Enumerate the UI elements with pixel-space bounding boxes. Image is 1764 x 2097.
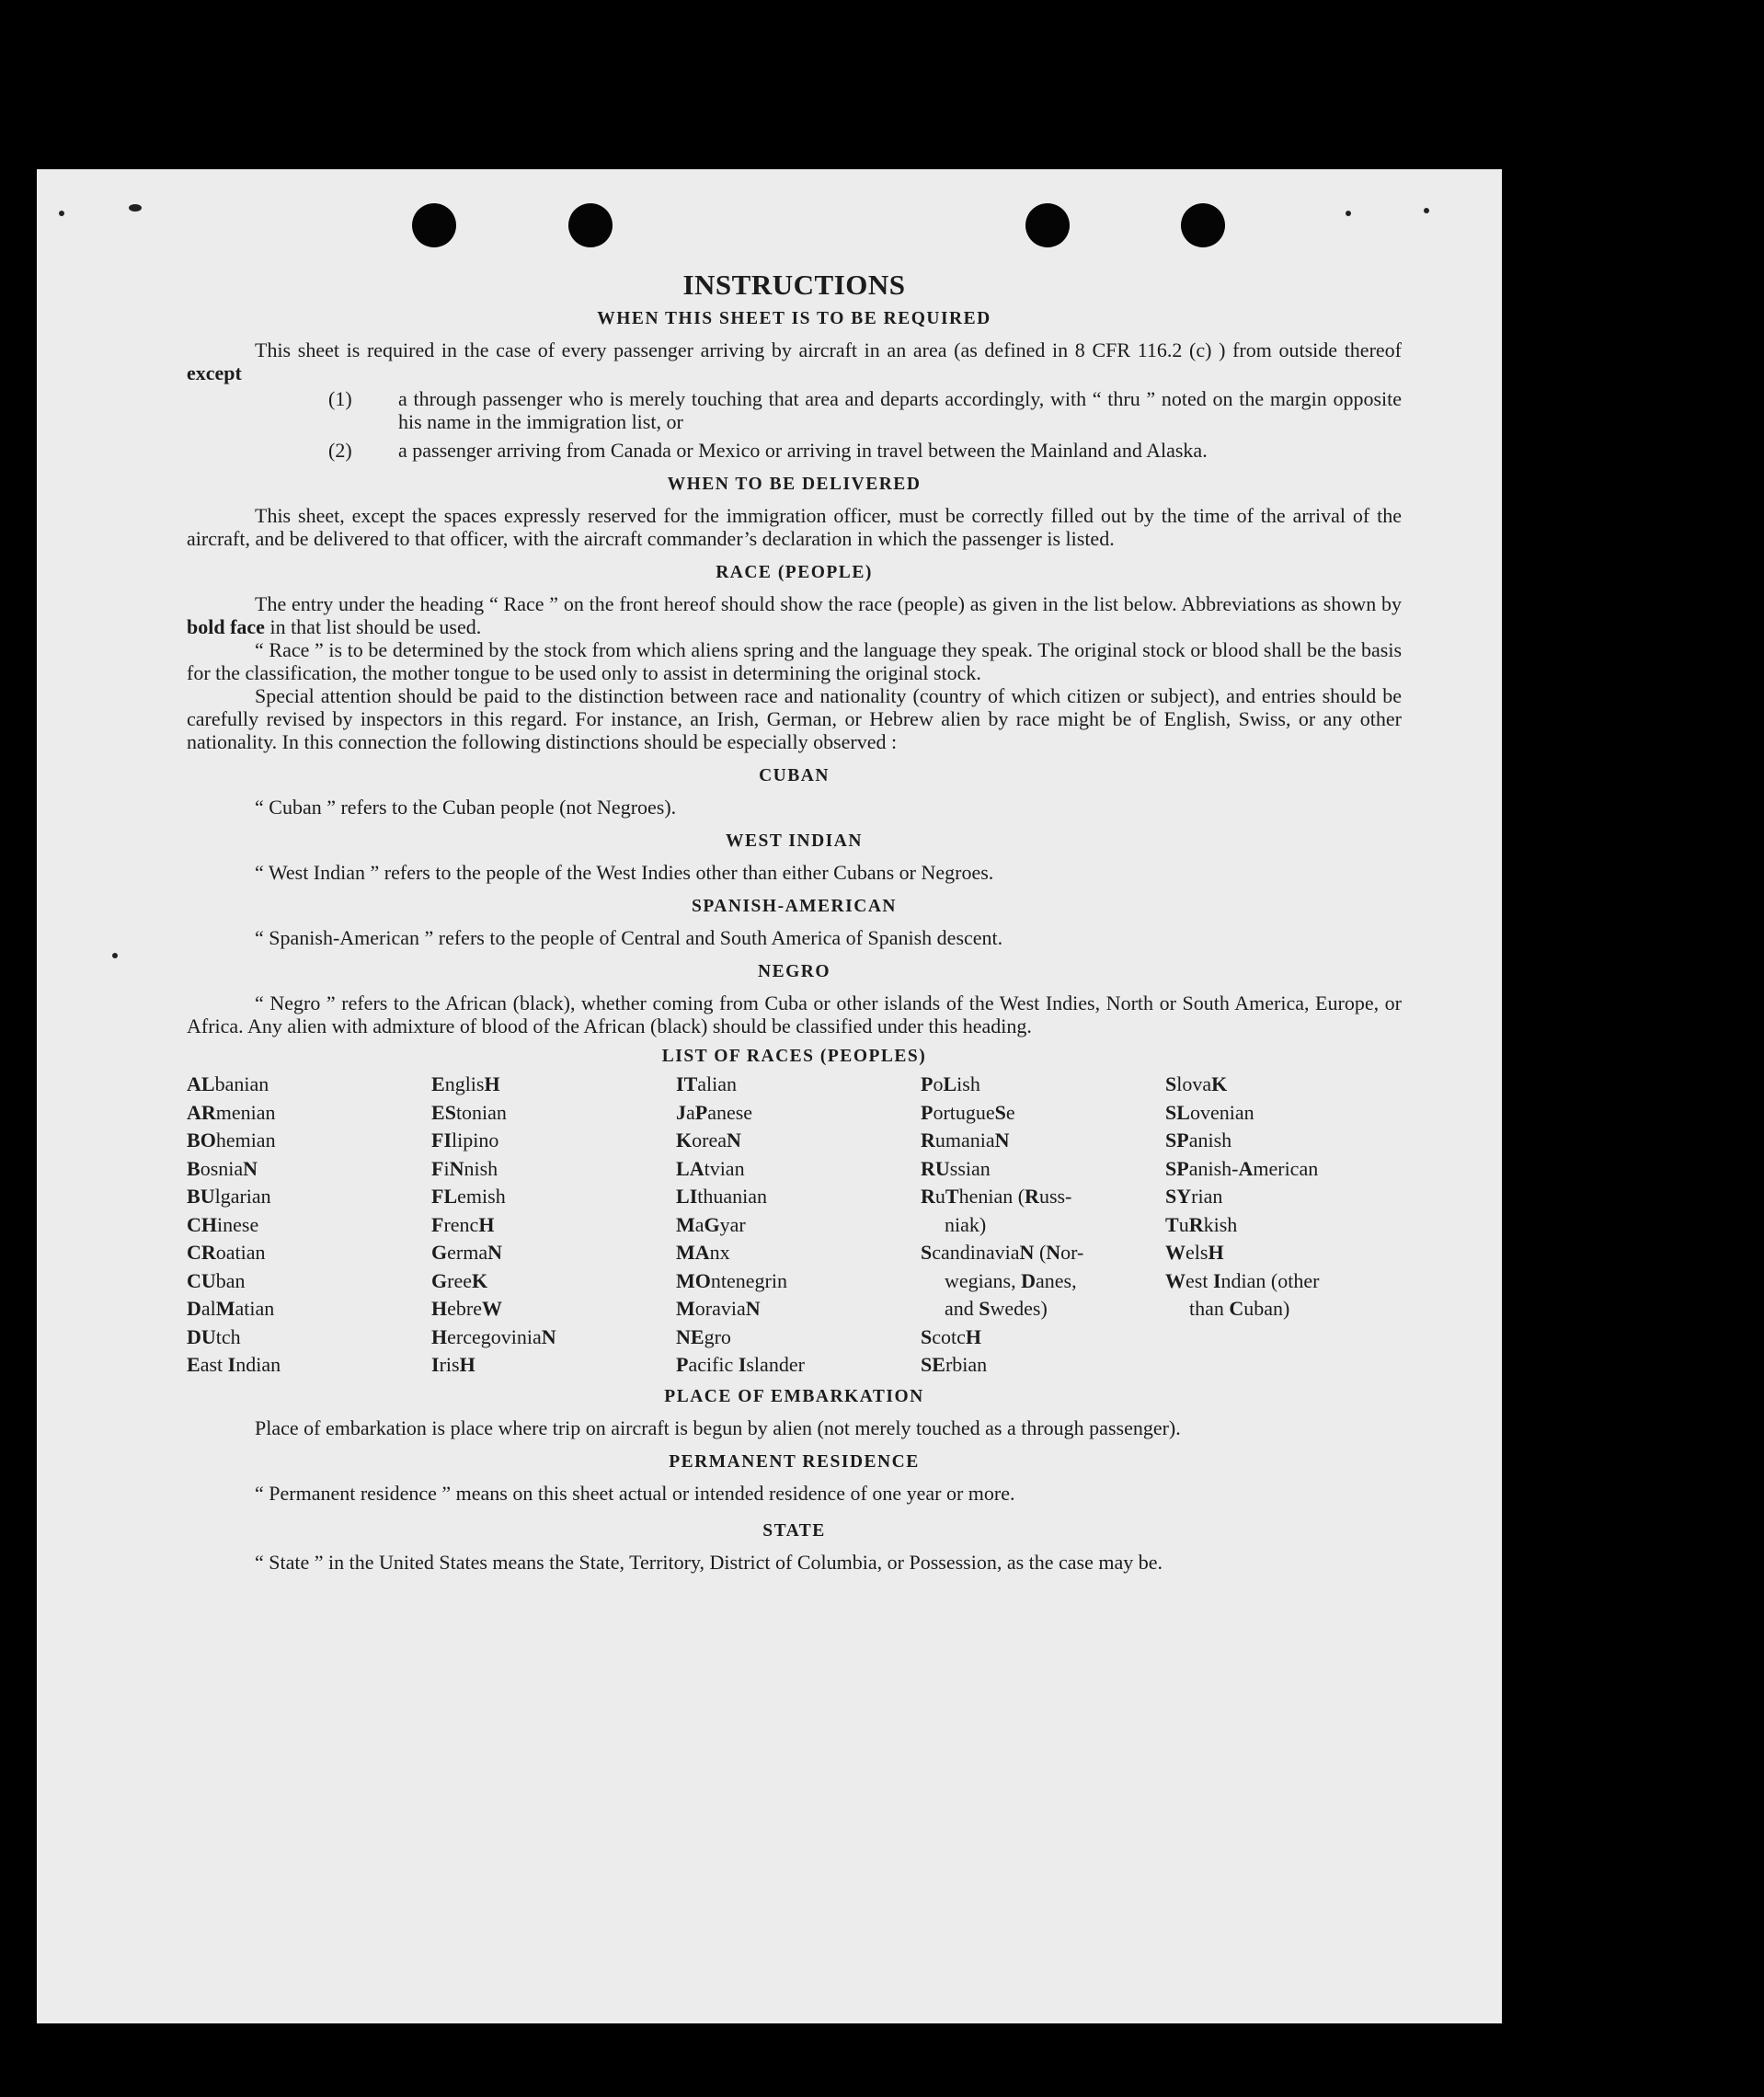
race-item: FIlipino xyxy=(431,1129,499,1152)
race-paragraph-1: The entry under the heading “ Race ” on the front hereof should show the race (people) as given in the list below. Abbreviations as shown by bold face in that list should be used. xyxy=(187,592,1402,638)
speck-mark xyxy=(112,953,118,958)
heading-list-of-races: LIST OF RACES (PEOPLES) xyxy=(661,1047,927,1066)
race-item: SYrian xyxy=(1165,1185,1223,1208)
heading-permanent-residence: PERMANENT RESIDENCE xyxy=(669,1451,920,1472)
race-item: RumaniaN xyxy=(921,1129,1010,1152)
race-item: MAnx xyxy=(676,1241,730,1264)
bold-face-text: bold face xyxy=(187,615,265,638)
clause-2 xyxy=(187,439,1402,462)
clause-number: (2) xyxy=(328,439,352,462)
race-item: SErbian xyxy=(921,1353,988,1376)
race-item: EStonian xyxy=(431,1100,507,1124)
race-item: and Swedes) xyxy=(945,1297,1048,1320)
race-item: HercegoviniaN xyxy=(431,1324,556,1348)
race-item: DUtch xyxy=(187,1324,241,1348)
races-column xyxy=(187,1071,431,1380)
race-item: SlovaK xyxy=(1165,1072,1228,1095)
race-item: Pacific Islander xyxy=(676,1353,805,1376)
speck-mark xyxy=(59,211,64,216)
race-item: MoraviaN xyxy=(676,1297,761,1320)
race-item: NEgro xyxy=(676,1324,731,1348)
races-column xyxy=(431,1071,676,1380)
negro-text: “ Negro ” refers to the African (black), whether coming from Cuba or other islands of the West Indies, North or South America, Europe, or Africa. Any alien with admixture of blood of the African (black) should be classified under this heading. xyxy=(187,991,1402,1037)
clause-1 xyxy=(187,387,1402,433)
race-item: SPanish-American xyxy=(1165,1156,1319,1180)
race-item: GermaN xyxy=(431,1241,502,1264)
race-item: KoreaN xyxy=(676,1129,741,1152)
document-sheet xyxy=(37,169,1502,2023)
clause-text: a through passenger who is merely touching that area and departs accordingly, with “ thru ” noted on the margin opposite his name in the immigration list, or xyxy=(398,387,1402,433)
race-item: West Indian (other xyxy=(1165,1268,1320,1292)
race-item: CUban xyxy=(187,1268,246,1292)
race-item: than Cuban) xyxy=(1189,1297,1290,1320)
heading-when-required: WHEN THIS SHEET IS TO BE REQUIRED xyxy=(597,309,991,328)
punch-hole xyxy=(412,203,456,247)
punch-hole xyxy=(1181,203,1225,247)
race-item: DalMatian xyxy=(187,1297,275,1320)
race-item: FiNnish xyxy=(431,1156,498,1180)
state-text: “ State ” in the United States means the State, Territory, District of Columbia, or Possession, as the case may be. xyxy=(255,1550,1163,1574)
race-item: wegians, Danes, xyxy=(945,1268,1077,1292)
race-item: BOhemian xyxy=(187,1129,276,1152)
race-item: SPanish xyxy=(1165,1129,1232,1152)
race-item: MOntenegrin xyxy=(676,1268,787,1292)
race-item: ScotcH xyxy=(921,1324,982,1348)
except-bold: except xyxy=(187,361,242,384)
heading-race: RACE (PEOPLE) xyxy=(716,563,873,582)
race-item: EnglisH xyxy=(431,1072,500,1095)
speck-mark xyxy=(1346,211,1351,216)
race-item: ScandinaviaN (Nor- xyxy=(921,1241,1084,1264)
clause-number: (1) xyxy=(328,387,352,410)
heading-west-indian: WEST INDIAN xyxy=(726,831,863,851)
race-item: BUlgarian xyxy=(187,1185,271,1208)
heading-when-delivered: WHEN TO BE DELIVERED xyxy=(667,475,922,494)
race-item: ALbanian xyxy=(187,1072,269,1095)
race-item: BosniaN xyxy=(187,1156,258,1180)
delivered-text: This sheet, except the spaces expressly reserved for the immigration officer, must be correctly filled out by the time of the arrival of the aircraft, and be delivered to that officer, with the aircraft commander’s declaration in which the passenger is listed. xyxy=(187,504,1402,550)
page-title: INSTRUCTIONS xyxy=(682,269,906,301)
race-item: East Indian xyxy=(187,1353,281,1376)
race-item: SLovenian xyxy=(1165,1100,1254,1124)
race-item: CHinese xyxy=(187,1212,259,1236)
race-item: GreeK xyxy=(431,1268,488,1292)
speck-mark xyxy=(1424,208,1429,213)
speck-mark xyxy=(129,204,142,212)
punch-hole xyxy=(1025,203,1070,247)
race-paragraph-2: “ Race ” is to be determined by the stock from which aliens spring and the language they speak. The original stock or blood shall be the basis for the classification, the mother tongue to be used only to assist in determining the original stock. xyxy=(187,638,1402,684)
races-column xyxy=(921,1071,1165,1380)
punch-hole xyxy=(568,203,613,247)
race-item: FLemish xyxy=(431,1185,506,1208)
race-item: FrencH xyxy=(431,1212,495,1236)
race-item: PortugueSe xyxy=(921,1100,1015,1124)
race-item: niak) xyxy=(945,1212,987,1236)
race-item: HebreW xyxy=(431,1297,502,1320)
heading-state: STATE xyxy=(762,1520,826,1541)
races-list xyxy=(187,1071,1402,1380)
heading-spanish-american: SPANISH-AMERICAN xyxy=(692,897,897,916)
residence-text: “ Permanent residence ” means on this sheet actual or intended residence of one year or more. xyxy=(255,1481,1015,1505)
cuban-text: “ Cuban ” refers to the Cuban people (not Negroes). xyxy=(255,796,677,819)
race-item: ARmenian xyxy=(187,1100,276,1124)
embarkation-text: Place of embarkation is place where trip on aircraft is begun by alien (not merely touched as a through passenger). xyxy=(255,1415,1181,1439)
race-item: WelsH xyxy=(1165,1241,1224,1264)
race-paragraph-3: Special attention should be paid to the distinction between race and nationality (country of which citizen or subject), and entries should be carefully revised by inspectors in this regard. For instance, an Irish, German, or Hebrew alien by race might be of English, Swiss, or any other nationality. In this connection the following distinctions should be especially observed : xyxy=(187,684,1402,753)
clause-text: a passenger arriving from Canada or Mexico or arriving in travel between the Mainland and Alaska. xyxy=(398,439,1208,462)
west-indian-text: “ West Indian ” refers to the people of the West Indies other than either Cubans or Negroes. xyxy=(255,861,994,884)
spanish-american-text: “ Spanish-American ” refers to the people of Central and South America of Spanish descent. xyxy=(255,926,1003,949)
heading-cuban: CUBAN xyxy=(759,766,830,785)
required-intro: This sheet is required in the case of every passenger arriving by aircraft in an area (as defined in 8 CFR 116.2 (c) ) from outside thereof except xyxy=(187,338,1402,384)
race-item: RuThenian (Russ- xyxy=(921,1185,1072,1208)
races-column xyxy=(676,1071,921,1380)
race-item: LAtvian xyxy=(676,1156,745,1180)
race-item: CRoatian xyxy=(187,1241,266,1264)
race-item: RUssian xyxy=(921,1156,991,1180)
race-item: IrisH xyxy=(431,1353,475,1376)
race-item: LIthuanian xyxy=(676,1185,768,1208)
instructions-content xyxy=(187,269,1402,1574)
race-item: JaPanese xyxy=(676,1100,753,1124)
race-item: ITalian xyxy=(676,1072,738,1095)
race-item: TuRkish xyxy=(1165,1212,1238,1236)
races-column xyxy=(1165,1071,1402,1380)
race-item: MaGyar xyxy=(676,1212,746,1236)
heading-negro: NEGRO xyxy=(757,962,830,981)
race-item: PoLish xyxy=(921,1072,980,1095)
heading-place-of-embarkation: PLACE OF EMBARKATION xyxy=(664,1386,924,1406)
